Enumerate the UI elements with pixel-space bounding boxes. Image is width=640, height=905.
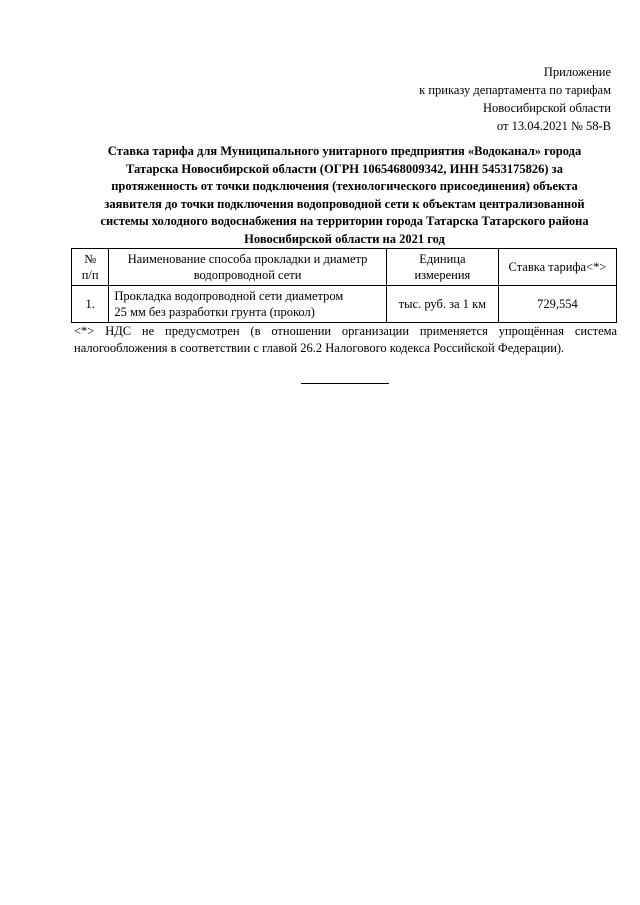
header-method-name <box>109 249 387 286</box>
header-rate: Ставка тарифа<*> <box>498 249 616 286</box>
appendix-line: Новосибирской области <box>482 101 611 115</box>
title-line: Новосибирской области на 2021 год <box>244 231 445 246</box>
cell-unit: тыс. руб. за 1 км <box>386 286 498 323</box>
closing-rule <box>301 383 389 384</box>
title-line: системы холодного водоснабжения на территории города Татарска Татарского района <box>100 214 589 228</box>
cell-name-line: 25 мм без разработки грунта (прокол) <box>114 305 315 319</box>
document-title <box>72 143 617 248</box>
header-name-line: Наименование способа прокладки и диаметр <box>127 252 368 266</box>
table-header-row <box>72 249 617 286</box>
cell-name-line: Прокладка водопроводной сети диаметром <box>114 289 344 303</box>
title-line: заявителя до точки подключения водопроводной сети к объектам централизованной <box>104 196 585 211</box>
header-name-line: водопроводной сети <box>193 268 302 282</box>
footnote: <*> НДС не предусмотрен (в отношении организации применяется упрощённая система налогообложения в соответствии с главой 26.2 Налогового кодекса Российской Федерации). <box>74 324 617 355</box>
tariff-table <box>71 248 617 323</box>
header-unit-line: измерения <box>414 268 471 282</box>
appendix-date-number: от 13.04.2021 № 58-В <box>496 119 611 133</box>
header-number-line: п/п <box>81 268 99 282</box>
header-number-line: № <box>84 252 97 266</box>
header-number <box>72 249 109 286</box>
header-unit-line: Единица <box>419 252 466 266</box>
cell-rate: 729,554 <box>498 286 616 323</box>
header-unit <box>386 249 498 286</box>
appendix-header <box>311 63 611 135</box>
table-row <box>72 286 617 323</box>
cell-method-name <box>109 286 387 323</box>
title-line: протяженность от точки подключения (технологического присоединения) объекта <box>111 179 578 193</box>
cell-number: 1. <box>72 286 109 323</box>
appendix-line: к приказу департамента по тарифам <box>419 83 611 97</box>
title-line: Ставка тарифа для Муниципального унитарного предприятия «Водоканал» города <box>107 144 582 158</box>
appendix-line: Приложение <box>543 65 611 79</box>
title-line: Татарска Новосибирской области (ОГРН 1065468009342, ИНН 5453175826) за <box>126 161 563 176</box>
